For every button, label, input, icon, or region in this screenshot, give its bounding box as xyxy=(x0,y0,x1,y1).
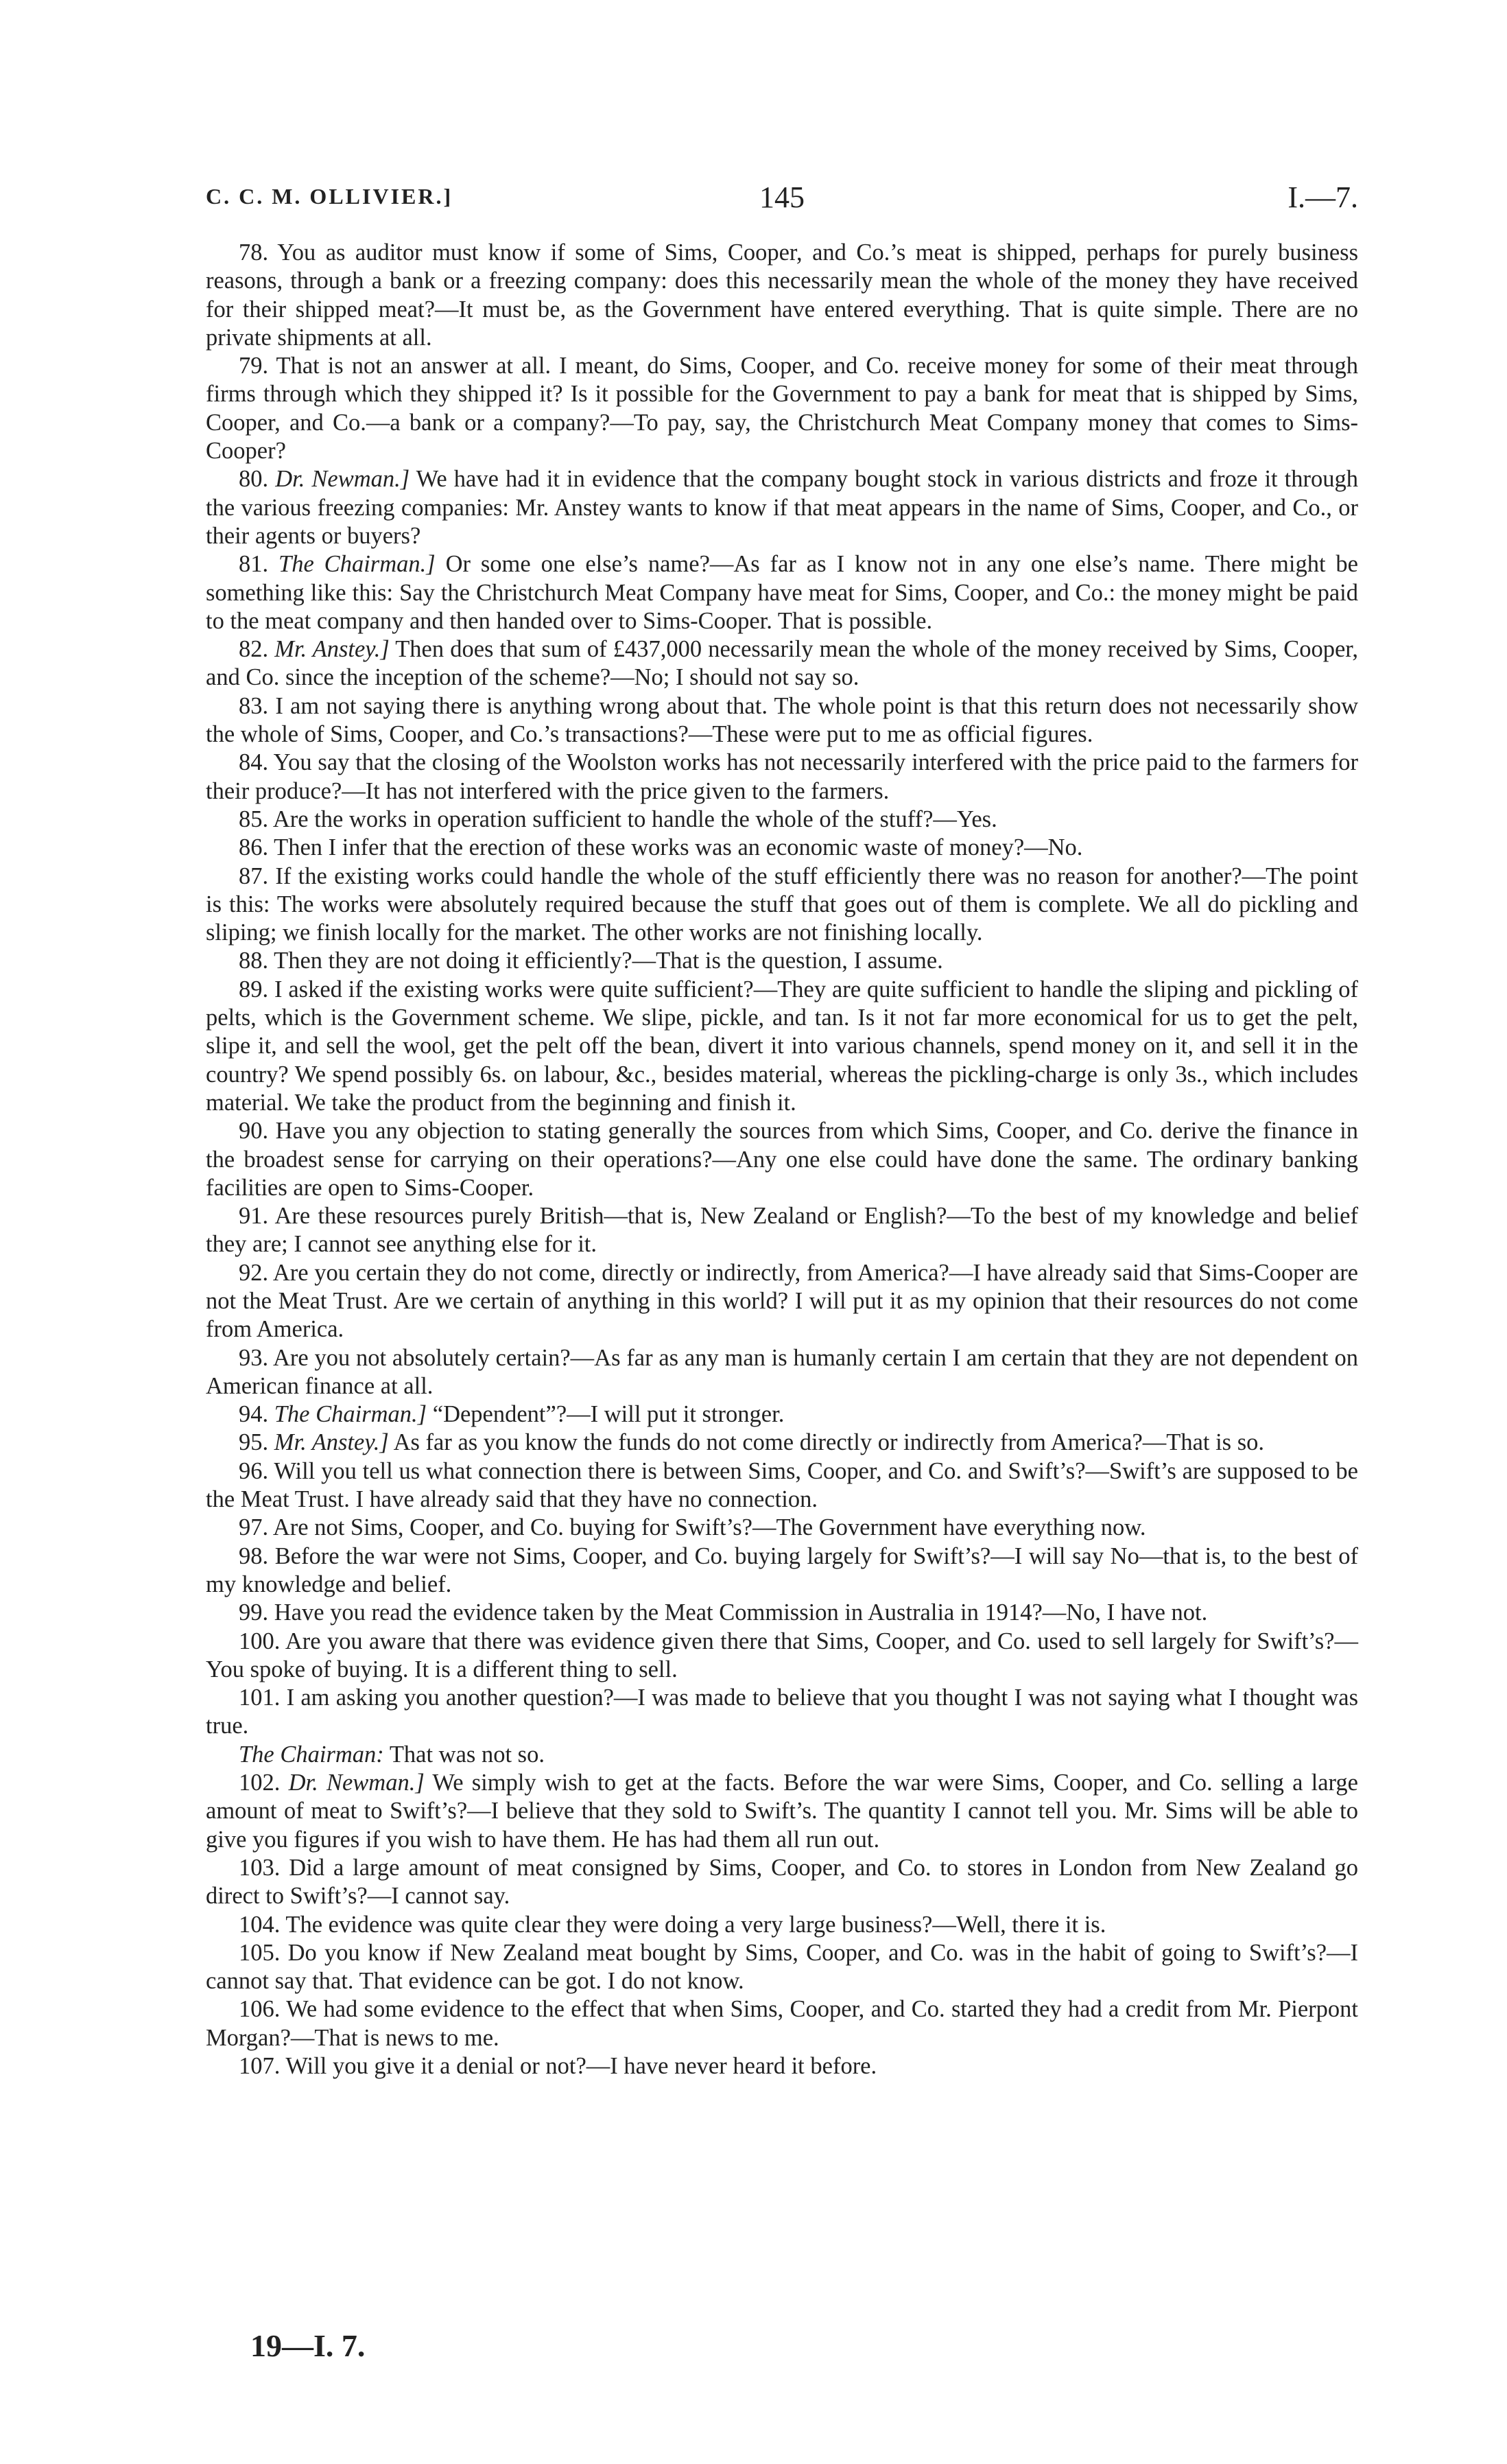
paragraph-79: 79. That is not an answer at all. I meant, do Sims, Cooper, and Co. receive money for some of their meat through firms through which they shipped it? Is it possible for the Government to pay a bank for meat that is shipped by Sims, Cooper, and Co.—a bank or a company?—To pay, say, the Christchurch Meat Company money that comes to Sims-Cooper? xyxy=(206,353,1358,465)
speaker: The Chairman: xyxy=(239,1741,384,1768)
speaker: Dr. Newman.] xyxy=(275,466,410,493)
paragraph-86: 86. Then I infer that the erection of these works was an economic waste of money?—No. xyxy=(239,834,1083,861)
paragraph-100: 100. Are you aware that there was evidence given there that Sims, Cooper, and Co. used to sell largely for Swift’s?—You spoke of buying. It is a different thing to sell. xyxy=(206,1628,1358,1682)
paragraph-98: 98. Before the war were not Sims, Cooper, and Co. buying largely for Swift’s?—I will say No—that is, to the best of my knowledge and belief. xyxy=(206,1542,1358,1597)
paragraph-99: 99. Have you read the evidence taken by the Meat Commission in Australia in 1914?—No, I have not. xyxy=(239,1599,1208,1626)
document-reference: I.—7. xyxy=(1288,180,1358,214)
paragraph-90: 90. Have you any objection to stating generally the sources from which Sims, Cooper, and Co. derive the finance in the broadest sense for carrying on their operations?—Any one else could have done the same. The ordinary banking facilities are open to Sims-Cooper. xyxy=(206,1118,1358,1201)
paragraph-81: 81. The Chairman.] Or some one else’s name?—As far as I know not in any one else’s name. There might be something like this: Say the Christchurch Meat Company have meat for Sims, Cooper, and Co.: the money might be paid to the meat company and then handed over to Sims-Cooper. That is possible. xyxy=(206,551,1358,634)
speaker: The Chairman.] xyxy=(278,551,436,578)
paragraph-78: 78. You as auditor must know if some of Sims, Cooper, and Co.’s meat is shipped, perhaps for purely business reasons, through a bank or a freezing company: does this necessarily mean the whole of the money they have received for their shipped meat?—It must be, as the Government have entered everything. That is quite simple. There are no private shipments at all. xyxy=(206,239,1358,351)
page-header xyxy=(206,180,1358,220)
paragraph-94: 94. The Chairman.] “Dependent”?—I will put it stronger. xyxy=(239,1401,785,1428)
speaker: Mr. Anstey.] xyxy=(274,1429,389,1456)
speaker: Dr. Newman.] xyxy=(288,1770,425,1796)
paragraph-93: 93. Are you not absolutely certain?—As far as any man is humanly certain I am certain that they are not dependent on American finance at all. xyxy=(206,1344,1358,1399)
paragraph-101: 101. I am asking you another question?—I was made to believe that you thought I was not saying what I thought was true. xyxy=(206,1685,1358,1739)
paragraph-85: 85. Are the works in operation sufficient to handle the whole of the stuff?—Yes. xyxy=(239,806,997,832)
paragraph-106: 106. We had some evidence to the effect that when Sims, Cooper, and Co. started they had a credit from Mr. Pierpont Morgan?—That is news to me. xyxy=(206,1996,1358,2051)
paragraph-95: 95. Mr. Anstey.] As far as you know the funds do not come directly or indirectly from America?—That is so. xyxy=(239,1429,1265,1456)
paragraph-80: 80. Dr. Newman.] We have had it in evidence that the company bought stock in various districts and froze it through the various freezing companies: Mr. Anstey wants to know if that meat appears in the name of Sims, Cooper, and Co., or their agents or buyers? xyxy=(206,466,1358,549)
paragraph-96: 96. Will you tell us what connection there is between Sims, Cooper, and Co. and Swift’s?—Swift’s are supposed to be the Meat Trust. I have already said that they have no connection. xyxy=(206,1457,1358,1513)
witness-name: C. C. M. OLLIVIER.] xyxy=(206,184,453,209)
paragraph-105: 105. Do you know if New Zealand meat bought by Sims, Cooper, and Co. was in the habit of going to Swift’s?—I cannot say that. That evidence can be got. I do not know. xyxy=(206,1939,1358,1995)
paragraph-82: 82. Mr. Anstey.] Then does that sum of £437,000 necessarily mean the whole of the money received by Sims, Cooper, and Co. since the inception of the scheme?—No; I should not say so. xyxy=(206,636,1359,691)
paragraph-91: 91. Are these resources purely British—that is, New Zealand or English?—To the best of my knowledge and belief they are; I cannot see anything else for it. xyxy=(206,1203,1358,1258)
paragraph-84: 84. You say that the closing of the Woolston works has not necessarily interfered with the price paid to the farmers for their produce?—It has not interfered with the price given to the farmers. xyxy=(206,749,1358,804)
paragraph-102: 102. Dr. Newman.] We simply wish to get at the facts. Before the war were Sims, Cooper, and Co. selling a large amount of meat to Swift’s?—I believe that they sold to Swift’s. The quantity I cannot tell you. Mr. Sims will be able to give you figures if you wish to have them. He has had them all run out. xyxy=(206,1770,1358,1853)
paragraph-83: 83. I am not saying there is anything wrong about that. The whole point is that this return does not necessarily show the whole of Sims, Cooper, and Co.’s transactions?—These were put to me as official figures. xyxy=(206,692,1358,748)
testimony-body xyxy=(206,239,1358,2080)
paragraph-chairman-remark: The Chairman: That was not so. xyxy=(239,1741,545,1768)
paragraph-89: 89. I asked if the existing works were quite sufficient?—They are quite sufficient to handle the sliping and pickling of pelts, which is the Government scheme. We slipe, pickle, and tan. Is it not far more economical for us to get the pelt, slipe it, and sell the wool, get the pelt off the bean, divert it into various channels, spend money on it, and sell it in the country? We spend possibly 6s. on labour, &c., besides material, whereas the pickling-charge is only 3s., which includes material. We take the product from the beginning and finish it. xyxy=(206,976,1358,1116)
printer-signature: 19—I. 7. xyxy=(250,2328,366,2363)
paragraph-92: 92. Are you certain they do not come, directly or indirectly, from America?—I have already said that Sims-Cooper are not the Meat Trust. Are we certain of anything in this world? I will put it as my opinion that their resources do not come from America. xyxy=(206,1259,1358,1343)
speaker: The Chairman.] xyxy=(274,1401,427,1428)
speaker: Mr. Anstey.] xyxy=(274,636,390,663)
paragraph-104: 104. The evidence was quite clear they were doing a very large business?—Well, there it is. xyxy=(239,1911,1106,1938)
paragraph-97: 97. Are not Sims, Cooper, and Co. buying for Swift’s?—The Government have everything now. xyxy=(239,1514,1146,1541)
page-number: 145 xyxy=(759,180,805,214)
paragraph-107: 107. Will you give it a denial or not?—I have never heard it before. xyxy=(239,2053,877,2079)
paragraph-88: 88. Then they are not doing it efficiently?—That is the question, I assume. xyxy=(239,948,943,974)
paragraph-103: 103. Did a large amount of meat consigned by Sims, Cooper, and Co. to stores in London from New Zealand go direct to Swift’s?—I cannot say. xyxy=(206,1854,1358,1910)
paragraph-87: 87. If the existing works could handle the whole of the stuff efficiently there was no reason for another?—The point is this: The works were absolutely required because the stuff that goes out of them is complete. We all do pickling and sliping; we finish locally for the market. The other works are not finishing locally. xyxy=(206,863,1358,946)
